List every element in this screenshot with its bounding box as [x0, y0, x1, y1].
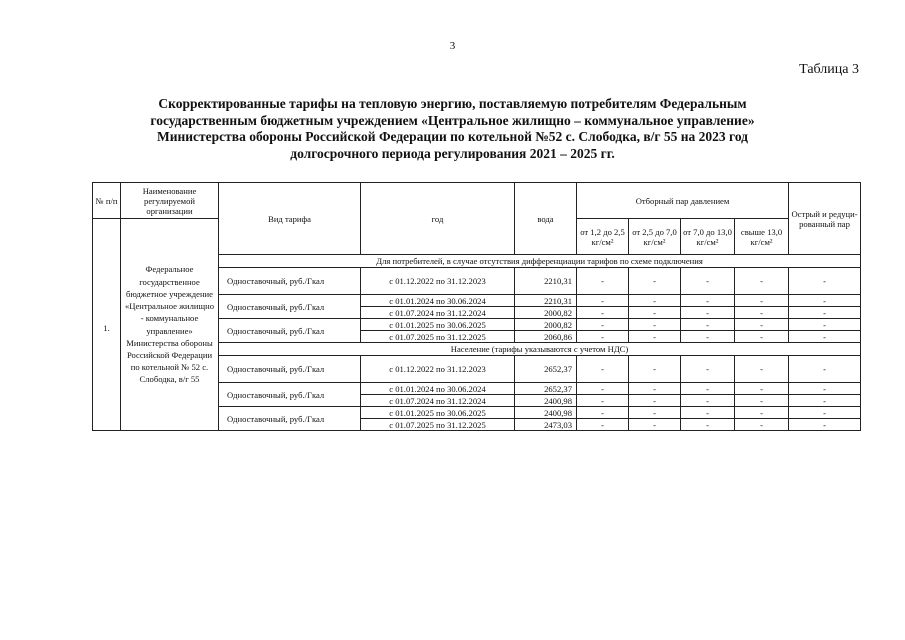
period-cell: с 01.07.2025 по 31.12.2025	[361, 331, 515, 343]
steam-1-value: -	[577, 395, 629, 407]
steam-4-value: -	[735, 295, 789, 307]
steam-1-value: -	[577, 419, 629, 431]
section-title: Для потребителей, в случае отсутствия дифференциации тарифов по схеме подключения	[219, 255, 861, 268]
water-value: 2060,86	[515, 331, 577, 343]
water-value: 2210,31	[515, 268, 577, 295]
steam-4-value: -	[735, 395, 789, 407]
header-num: № п/п	[93, 183, 121, 219]
steam-2-value: -	[629, 395, 681, 407]
steam-1-value: -	[577, 331, 629, 343]
organization-name: Федеральное государственное бюджетное учреждение «Центральное жилищно - коммунальное управление» Министерства обороны Российской Федерации по котельной № 52 с. Слободка, в/г 55	[121, 219, 219, 431]
steam-1-value: -	[577, 383, 629, 395]
header-water: вода	[515, 183, 577, 255]
steam-2-value: -	[629, 319, 681, 331]
hot-steam-value: -	[789, 295, 861, 307]
water-value: 2000,82	[515, 319, 577, 331]
period-cell: с 01.01.2025 по 30.06.2025	[361, 407, 515, 419]
steam-2-value: -	[629, 356, 681, 383]
hot-steam-value: -	[789, 419, 861, 431]
period-cell: с 01.07.2024 по 31.12.2024	[361, 307, 515, 319]
tariff-type-cell: Одноставочный, руб./Гкал	[219, 407, 361, 431]
hot-steam-value: -	[789, 307, 861, 319]
tariff-type-cell: Одноставочный, руб./Гкал	[219, 319, 361, 343]
section-title: Население (тарифы указываются с учетом НДС)	[219, 343, 861, 356]
hot-steam-value: -	[789, 319, 861, 331]
hot-steam-value: -	[789, 331, 861, 343]
steam-1-value: -	[577, 356, 629, 383]
tariff-table	[92, 182, 861, 431]
tariff-type-cell: Одноставочный, руб./Гкал	[219, 268, 361, 295]
steam-1-value: -	[577, 319, 629, 331]
steam-4-value: -	[735, 356, 789, 383]
steam-2-value: -	[629, 268, 681, 295]
header-org-name: Наименование регулируемой организации	[121, 183, 219, 219]
period-cell: с 01.01.2024 по 30.06.2024	[361, 383, 515, 395]
hot-steam-value: -	[789, 395, 861, 407]
title-line: Скорректированные тарифы на тепловую энергию, поставляемую потребителям Федеральным	[158, 96, 747, 111]
steam-1-value: -	[577, 407, 629, 419]
steam-3-value: -	[681, 407, 735, 419]
steam-3-value: -	[681, 383, 735, 395]
header-steam-2: от 2,5 до 7,0 кг/см²	[629, 219, 681, 255]
steam-4-value: -	[735, 319, 789, 331]
steam-4-value: -	[735, 307, 789, 319]
water-value: 2400,98	[515, 407, 577, 419]
period-cell: с 01.07.2024 по 31.12.2024	[361, 395, 515, 407]
steam-4-value: -	[735, 331, 789, 343]
title-line: долгосрочного периода регулирования 2021 – 2025 гг.	[290, 145, 615, 161]
steam-3-value: -	[681, 268, 735, 295]
period-cell: с 01.12.2022 по 31.12.2023	[361, 356, 515, 383]
hot-steam-value: -	[789, 407, 861, 419]
period-cell: с 01.07.2025 по 31.12.2025	[361, 419, 515, 431]
steam-2-value: -	[629, 383, 681, 395]
steam-4-value: -	[735, 268, 789, 295]
header-steam-4: свыше 13,0 кг/см²	[735, 219, 789, 255]
steam-4-value: -	[735, 383, 789, 395]
header-tariff-type: Вид тарифа	[219, 183, 361, 255]
steam-1-value: -	[577, 295, 629, 307]
header-year: год	[361, 183, 515, 255]
steam-3-value: -	[681, 419, 735, 431]
header-steam-1: от 1,2 до 2,5 кг/см²	[577, 219, 629, 255]
tariff-type-cell: Одноставочный, руб./Гкал	[219, 383, 361, 407]
header-hot-steam: Острый и редуци-рованный пар	[789, 183, 861, 255]
steam-3-value: -	[681, 395, 735, 407]
steam-3-value: -	[681, 295, 735, 307]
page-number: 3	[449, 40, 456, 52]
steam-3-value: -	[681, 356, 735, 383]
tariff-type-cell: Одноставочный, руб./Гкал	[219, 356, 361, 383]
steam-4-value: -	[735, 407, 789, 419]
hot-steam-value: -	[789, 383, 861, 395]
period-cell: с 01.01.2025 по 30.06.2025	[361, 319, 515, 331]
table-label: Таблица 3	[799, 62, 859, 77]
water-value: 2652,37	[515, 383, 577, 395]
steam-2-value: -	[629, 307, 681, 319]
hot-steam-value: -	[789, 356, 861, 383]
water-value: 2400,98	[515, 395, 577, 407]
steam-1-value: -	[577, 268, 629, 295]
water-value: 2473,03	[515, 419, 577, 431]
steam-2-value: -	[629, 419, 681, 431]
steam-2-value: -	[629, 295, 681, 307]
steam-2-value: -	[629, 331, 681, 343]
document-title	[120, 96, 785, 162]
steam-3-value: -	[681, 307, 735, 319]
water-value: 2000,82	[515, 307, 577, 319]
steam-1-value: -	[577, 307, 629, 319]
steam-3-value: -	[681, 319, 735, 331]
water-value: 2652,37	[515, 356, 577, 383]
title-line: государственным бюджетным учреждением «Центральное жилищно – коммунальное управление»	[150, 112, 755, 128]
header-steam-3: от 7,0 до 13,0 кг/см²	[681, 219, 735, 255]
tariff-type-cell: Одноставочный, руб./Гкал	[219, 295, 361, 319]
hot-steam-value: -	[789, 268, 861, 295]
title-line: Министерства обороны Российской Федерации по котельной №52 с. Слободка, в/г 55 на 2023 год	[156, 129, 749, 144]
period-cell: с 01.12.2022 по 31.12.2023	[361, 268, 515, 295]
steam-4-value: -	[735, 419, 789, 431]
water-value: 2210,31	[515, 295, 577, 307]
row-number: 1.	[103, 323, 110, 333]
header-steam-group: Отборный пар давлением	[577, 183, 789, 219]
period-cell: с 01.01.2024 по 30.06.2024	[361, 295, 515, 307]
steam-3-value: -	[681, 331, 735, 343]
row-number-cell	[93, 219, 121, 431]
steam-2-value: -	[629, 407, 681, 419]
